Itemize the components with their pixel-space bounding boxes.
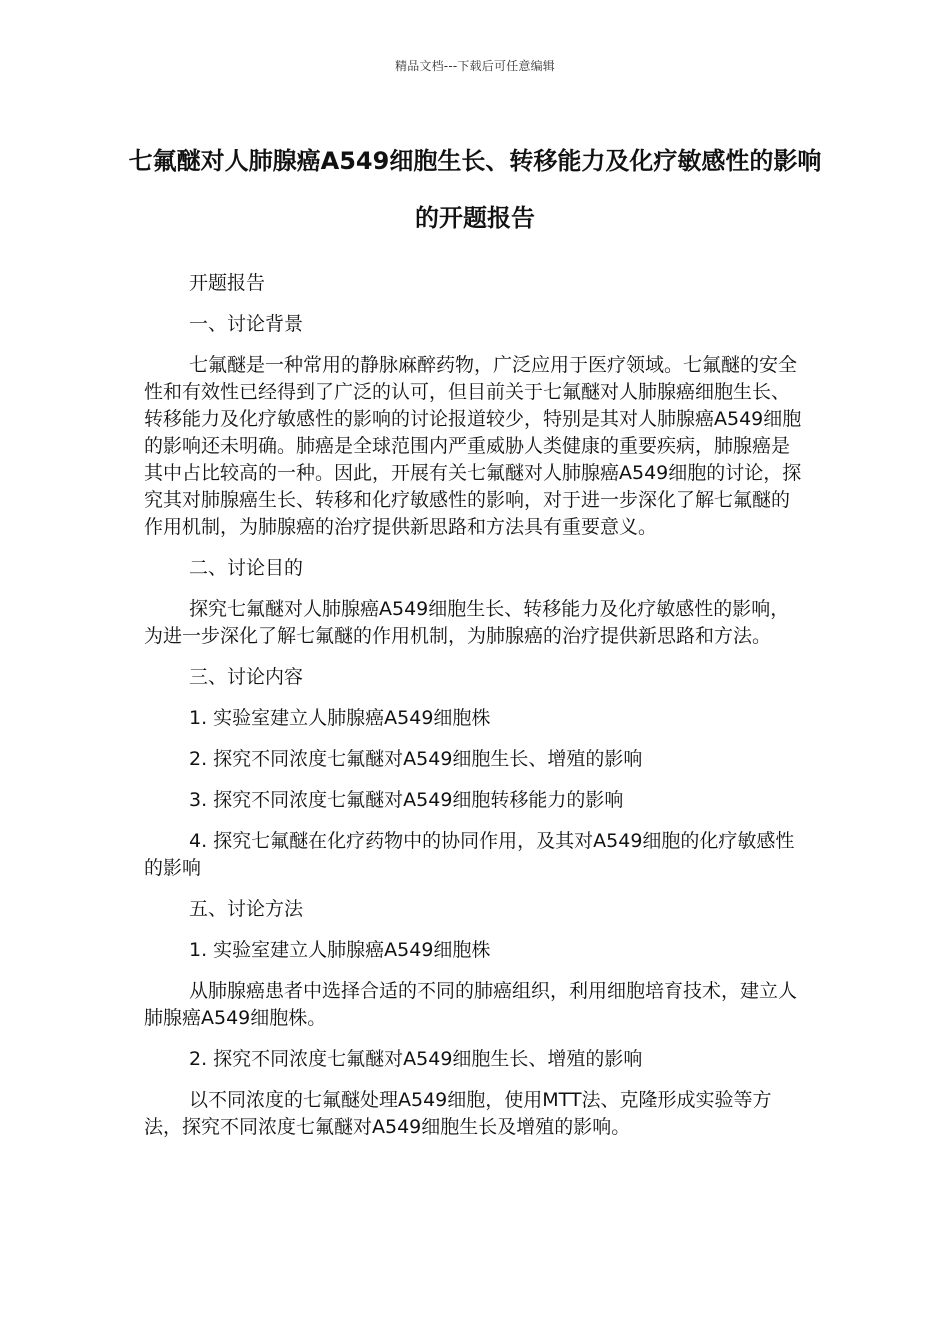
content-item-4: 4. 探究七氟醚在化疗药物中的协同作用，及其对A549细胞的化疗敏感性的影响 <box>144 830 795 879</box>
heading-purpose: 二、讨论目的 <box>189 557 304 579</box>
heading-content: 三、讨论内容 <box>189 666 304 688</box>
heading-background: 一、讨论背景 <box>189 313 304 335</box>
method-paragraph-1: 从肺腺癌患者中选择合适的不同的肺癌组织，利用细胞培育技术，建立人肺腺癌A549细胞株。 <box>144 980 798 1029</box>
content-item-1: 1. 实验室建立人肺腺癌A549细胞株 <box>189 707 491 729</box>
method-item-1: 1. 实验室建立人肺腺癌A549细胞株 <box>189 939 491 961</box>
header-note: 精品文档---下载后可任意编辑 <box>395 59 555 73</box>
content-item-3: 3. 探究不同浓度七氟醚对A549细胞转移能力的影响 <box>189 789 624 811</box>
method-paragraph-2: 以不同浓度的七氟醚处理A549细胞，使用MTT法、克隆形成实验等方法，探究不同浓度七氟醚对A549细胞生长及增殖的影响。 <box>144 1089 772 1138</box>
document-title: 七氟醚对人肺腺癌A549细胞生长、转移能力及化疗敏感性的影响的开题报告 <box>128 147 822 232</box>
paragraph-background: 七氟醚是一种常用的静脉麻醉药物，广泛应用于医疗领域。七氟醚的安全性和有效性已经得到了广泛的认可，但目前关于七氟醚对人肺腺癌细胞生长、转移能力及化疗敏感性的影响的讨论报道较少，特别是其对人肺腺癌A549细胞的影响还未明确。肺癌是全球范围内严重威胁人类健康的重要疾病，肺腺癌是其中占比较高的一种。因此，开展有关七氟醚对人肺腺癌A549细胞的讨论，探究其对肺腺癌生长、转移和化疗敏感性的影响，对于进一步深化了解七氟醚的作用机制，为肺腺癌的治疗提供新思路和方法具有重要意义。 <box>144 354 802 538</box>
heading-methods: 五、讨论方法 <box>189 898 304 920</box>
content-item-2: 2. 探究不同浓度七氟醚对A549细胞生长、增殖的影响 <box>189 748 643 770</box>
method-item-2: 2. 探究不同浓度七氟醚对A549细胞生长、增殖的影响 <box>189 1048 643 1070</box>
paragraph-purpose: 探究七氟醚对人肺腺癌A549细胞生长、转移能力及化疗敏感性的影响，为进一步深化了解七氟醚的作用机制，为肺腺癌的治疗提供新思路和方法。 <box>144 598 790 647</box>
document-body <box>144 270 804 1155</box>
section-label-report: 开题报告 <box>189 272 266 294</box>
